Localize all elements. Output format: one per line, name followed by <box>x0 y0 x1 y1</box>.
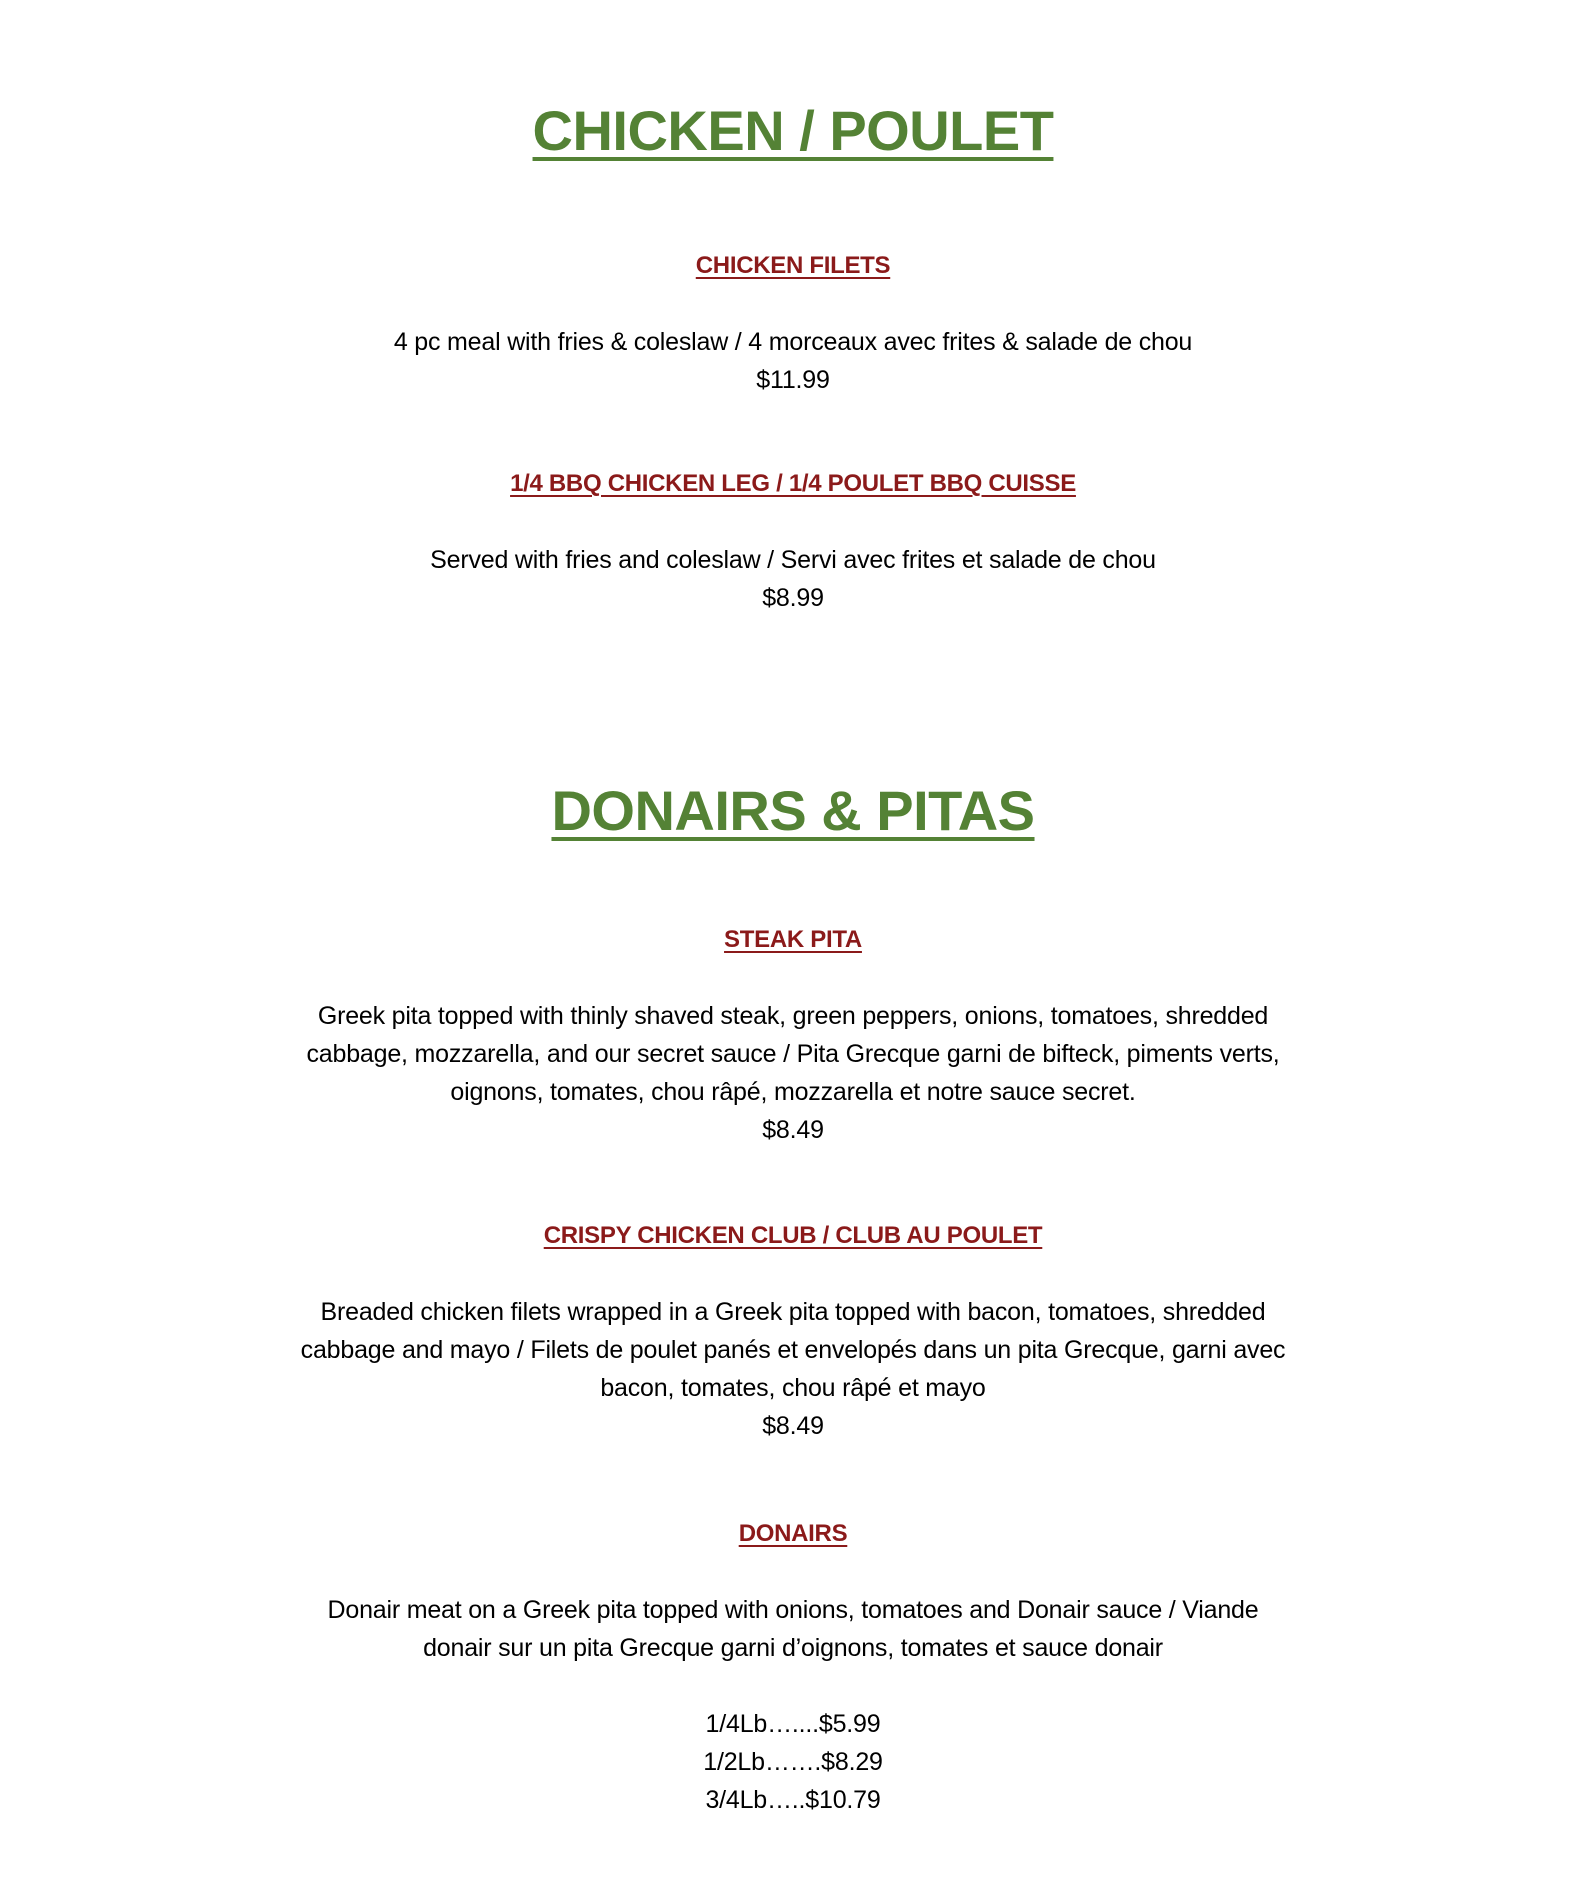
section-title-donairs-pitas: DONAIRS & PITAS <box>551 779 1035 842</box>
item-title-steak-pita: STEAK PITA <box>724 926 862 953</box>
section-title-chicken: CHICKEN / POULET <box>532 99 1054 162</box>
item-price: $8.49 <box>762 1412 824 1440</box>
item-title-chicken-filets: CHICKEN FILETS <box>695 252 891 279</box>
item-title-bbq-chicken-leg: 1/4 BBQ CHICKEN LEG / 1/4 POULET BBQ CUISSE <box>510 470 1076 497</box>
item-description-line: Donair meat on a Greek pita topped with onions, tomatoes and Donair sauce / Viande <box>327 1596 1259 1624</box>
item-description-line: 4 pc meal with fries & coleslaw / 4 morceaux avec frites & salade de chou <box>393 328 1193 356</box>
item-title-crispy-chicken-club: CRISPY CHICKEN CLUB / CLUB AU POULET <box>543 1222 1043 1249</box>
item-price: $8.49 <box>762 1116 824 1144</box>
size-price-row: 1/2Lb…….$8.29 <box>703 1748 883 1776</box>
size-price-row: 1/4Lb…....$5.99 <box>705 1710 881 1738</box>
item-description-line: Greek pita topped with thinly shaved steak, green peppers, onions, tomatoes, shredded <box>317 1002 1269 1030</box>
item-description-line: Breaded chicken filets wrapped in a Greek pita topped with bacon, tomatoes, shredded <box>320 1298 1266 1326</box>
item-description-line: cabbage and mayo / Filets de poulet panés et envelopés dans un pita Grecque, garni avec <box>300 1336 1286 1364</box>
item-description-line: donair sur un pita Grecque garni d’oignons, tomates et sauce donair <box>423 1634 1163 1662</box>
item-description-line: bacon, tomates, chou râpé et mayo <box>600 1374 986 1402</box>
item-description-line: oignons, tomates, chou râpé, mozzarella et notre sauce secret. <box>450 1078 1136 1106</box>
item-price: $11.99 <box>756 366 830 394</box>
item-title-donairs: DONAIRS <box>738 1520 848 1547</box>
item-price: $8.99 <box>762 584 824 612</box>
item-description-line: Served with fries and coleslaw / Servi avec frites et salade de chou <box>430 546 1156 574</box>
item-description-line: cabbage, mozzarella, and our secret sauce / Pita Grecque garni de bifteck, piments verts, <box>306 1040 1280 1068</box>
size-price-row: 3/4Lb…..$10.79 <box>705 1786 881 1814</box>
